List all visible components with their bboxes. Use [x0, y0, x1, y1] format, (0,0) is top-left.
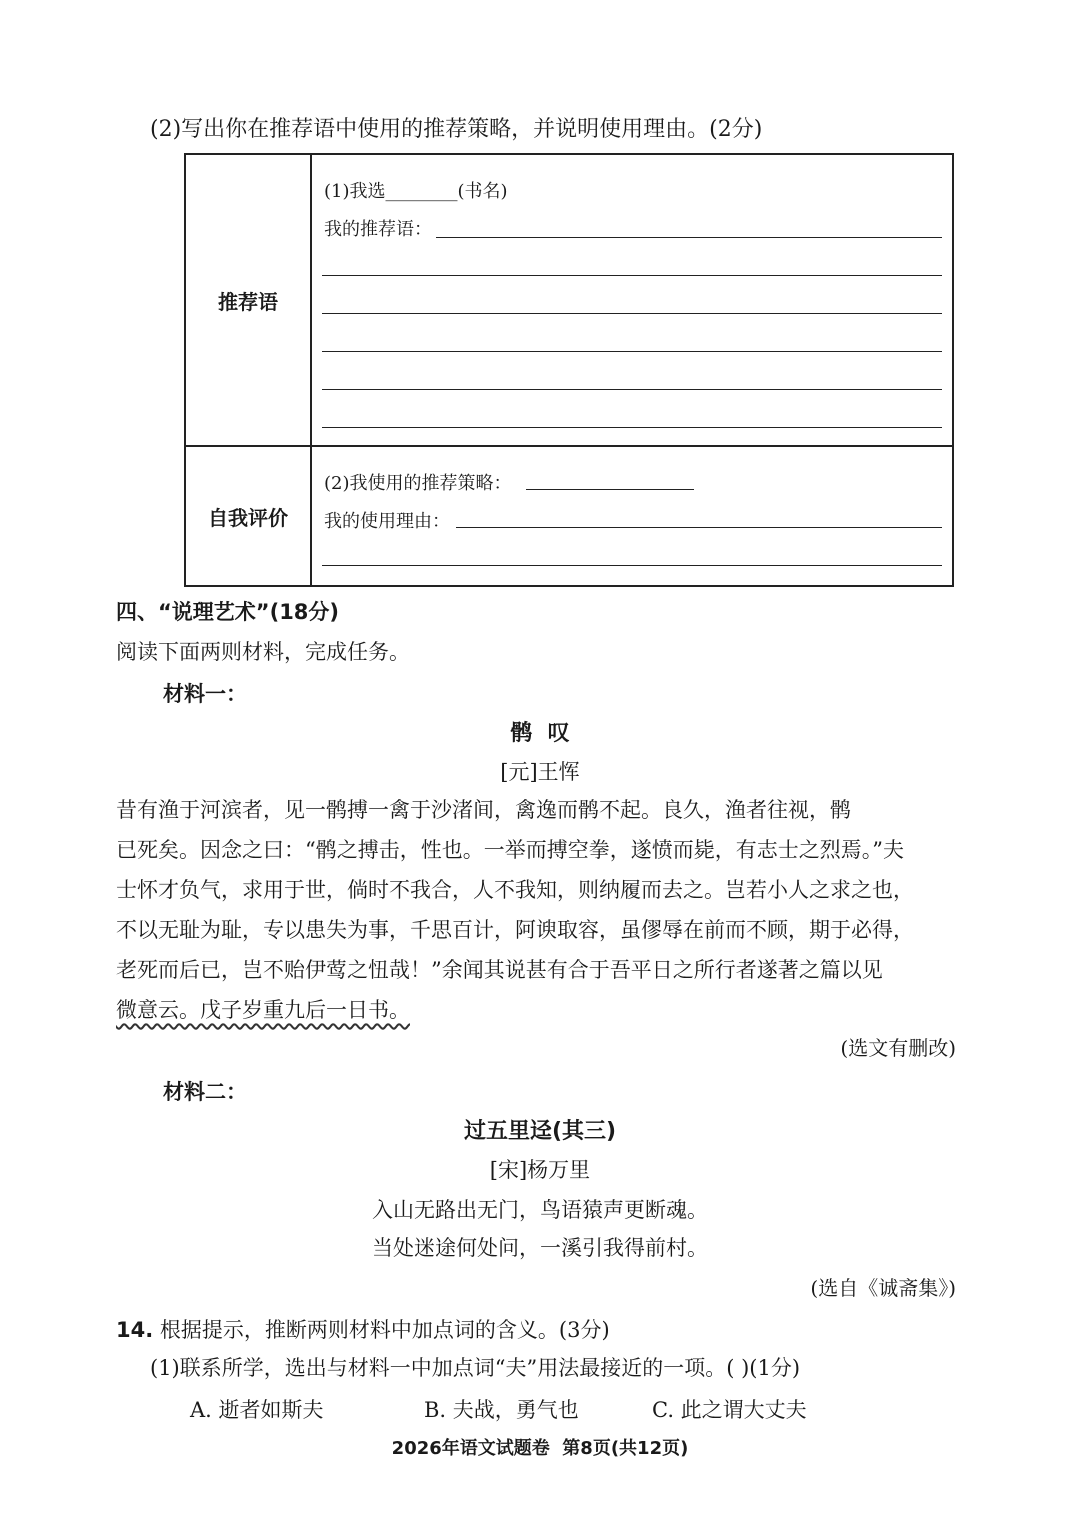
question-text: 根据提示，推断两则材料中加点词的含义。(3分)	[159, 1318, 610, 1342]
material-1-label: 材料一：	[163, 681, 247, 706]
poem-line: 入山无路出无门，鸟语猿声更断魂。	[372, 1198, 708, 1222]
material-1-author: [元]王恽	[500, 760, 580, 784]
material-2-label: 材料二：	[163, 1079, 247, 1104]
reason-label: 我的使用理由：	[324, 511, 450, 532]
reading-instruction: 阅读下面两则材料，完成任务。	[116, 640, 410, 664]
text-line: 不以无耻为耻，专以患失为事，千思百计，阿谀取容，虽僇辱在前而不顾，期于必得，	[116, 918, 914, 942]
material-2-author: [宋]杨万里	[489, 1158, 591, 1182]
answer-line[interactable]	[456, 527, 942, 528]
text-line: 昔有渔于河滨者，见一鹘搏一禽于沙渚间，禽逸而鹘不起。良久，渔者往视，鹘	[116, 798, 851, 822]
self-evaluation-cell	[311, 446, 953, 586]
answer-line[interactable]	[322, 275, 942, 276]
question-14-sub1: (1)联系所学，选出与材料一中加点词“夫”用法最接近的一项。( )(1分)	[150, 1356, 801, 1380]
recommendation-table	[184, 153, 954, 587]
answer-line[interactable]	[322, 565, 942, 566]
choose-book-line: (1)我选________(书名)	[324, 181, 508, 202]
material-1-title: 鹘 叹	[510, 721, 570, 746]
answer-line[interactable]	[436, 237, 942, 238]
answer-line[interactable]	[322, 351, 942, 352]
answer-line[interactable]	[322, 389, 942, 390]
strategy-label: (2)我使用的推荐策略：	[324, 473, 512, 494]
text-line: 已死矣。因念之曰：“鹘之搏击，性也。一举而搏空拳，遂愤而毙，有志士之烈焉。”夫	[116, 838, 904, 862]
option-c[interactable]: C. 此之谓大丈夫	[652, 1398, 807, 1422]
question-number: 14.	[116, 1318, 154, 1342]
strategy-answer-line[interactable]	[526, 489, 694, 490]
material-2-title: 过五里迳(其三)	[463, 1119, 617, 1144]
material-1-source: (选文有删改)	[840, 1036, 956, 1060]
label-recommendation: 推荐语	[185, 154, 311, 446]
answer-line[interactable]	[322, 313, 942, 314]
text-line-wavy: 微意云。戊子岁重九后一日书。	[116, 998, 410, 1022]
recommendation-cell	[311, 154, 953, 446]
poem-line: 当处迷途何处问，一溪引我得前村。	[372, 1236, 708, 1260]
answer-line[interactable]	[322, 427, 942, 428]
page-footer: 2026年语文试题卷 第8页(共12页)	[391, 1438, 689, 1459]
question-2-prompt: (2)写出你在推荐语中使用的推荐策略，并说明使用理由。(2分)	[150, 117, 763, 142]
text-line: 老死而后已，岂不贻伊莺之忸哉！”余闻其说甚有合于吾平日之所行者遂著之篇以见	[116, 958, 883, 982]
material-2-source: (选自《诚斋集》)	[810, 1276, 956, 1300]
question-14	[116, 1314, 610, 1344]
my-recommendation-label: 我的推荐语：	[324, 219, 432, 240]
text-line: 士怀才负气，求用于世，倘时不我合，人不我知，则纳履而去之。岂若小人之求之也，	[116, 878, 914, 902]
section-4-title: 四、“说理艺术”(18分)	[116, 600, 340, 624]
option-a[interactable]: A. 逝者如斯夫	[190, 1398, 324, 1422]
label-self-evaluation: 自我评价	[185, 446, 311, 586]
option-b[interactable]: B. 夫战，勇气也	[424, 1398, 579, 1422]
material-1-text	[116, 790, 958, 1030]
